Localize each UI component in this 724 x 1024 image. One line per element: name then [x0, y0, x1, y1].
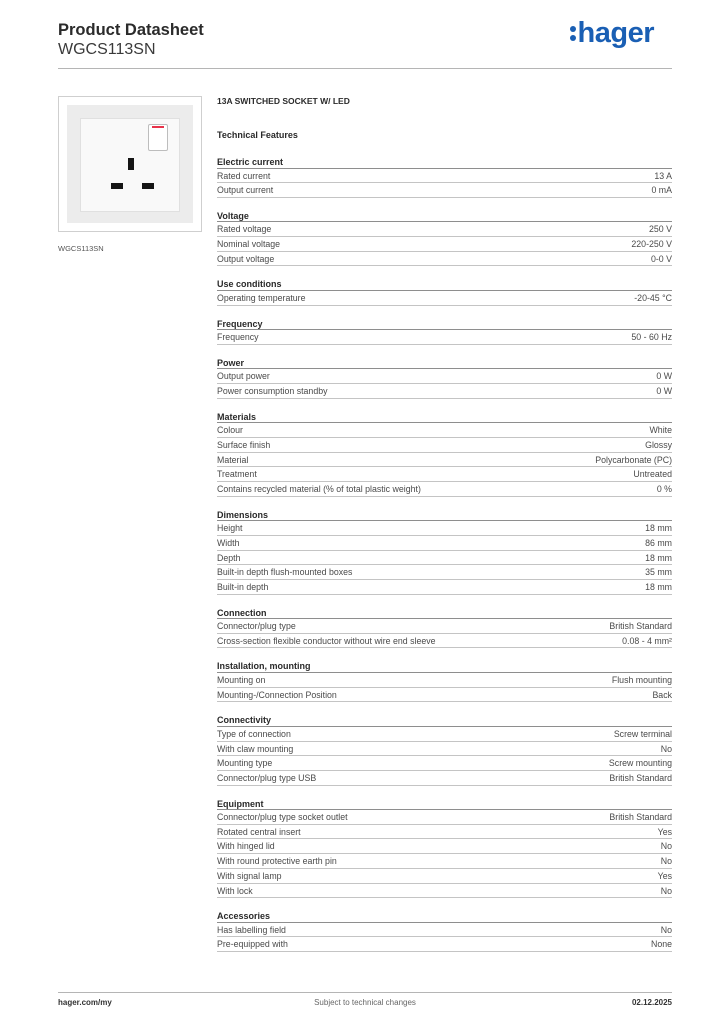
- spec-label: Connector/plug type socket outlet: [217, 812, 348, 823]
- spec-group: [217, 608, 672, 649]
- spec-row: [217, 169, 672, 184]
- spec-label: With claw mounting: [217, 743, 294, 754]
- page-header: [58, 17, 672, 70]
- spec-value: Flush mounting: [611, 674, 672, 685]
- spec-group-title: Dimensions: [217, 510, 672, 522]
- led-indicator: [152, 126, 164, 128]
- spec-label: Rated current: [217, 170, 271, 181]
- spec-row: [217, 384, 672, 399]
- header-divider: [58, 68, 672, 69]
- spec-row: [217, 183, 672, 198]
- spec-group-title: Equipment: [217, 799, 672, 811]
- spec-value: Screw mounting: [608, 758, 672, 769]
- spec-group: [217, 510, 672, 595]
- spec-label: Rotated central insert: [217, 826, 301, 837]
- spec-label: Treatment: [217, 469, 257, 480]
- spec-value: 13 A: [654, 170, 672, 181]
- spec-group: [217, 279, 672, 305]
- spec-row: [217, 756, 672, 771]
- spec-row: [217, 222, 672, 237]
- spec-value: No: [660, 841, 672, 852]
- spec-row: [217, 727, 672, 742]
- spec-value: No: [660, 743, 672, 754]
- spec-label: Rated voltage: [217, 224, 272, 235]
- rocker-switch: [148, 124, 168, 151]
- spec-value: -20-45 °C: [634, 292, 672, 303]
- spec-group-title: Materials: [217, 412, 672, 424]
- neutral-pin-slot: [142, 183, 154, 189]
- spec-value: British Standard: [609, 772, 672, 783]
- product-name: 13A SWITCHED SOCKET W/ LED: [217, 96, 350, 106]
- spec-row: [217, 742, 672, 757]
- spec-label: Mounting-/Connection Position: [217, 689, 337, 700]
- spec-group-title: Connection: [217, 608, 672, 620]
- footer-website: hager.com/my: [58, 998, 112, 1007]
- spec-label: Power consumption standby: [217, 386, 328, 396]
- logo-text: hager: [577, 17, 654, 49]
- spec-label: Output voltage: [217, 253, 275, 264]
- spec-row: [217, 467, 672, 482]
- spec-value: 0 W: [656, 371, 672, 382]
- spec-group: [217, 211, 672, 267]
- spec-row: [217, 521, 672, 536]
- spec-row: [217, 673, 672, 688]
- spec-value: British Standard: [609, 621, 672, 632]
- spec-value: Back: [652, 689, 672, 700]
- spec-value: 0-0 V: [650, 253, 672, 264]
- spec-label: With hinged lid: [217, 841, 275, 852]
- spec-label: Connector/plug type: [217, 621, 296, 632]
- spec-row: [217, 252, 672, 267]
- spec-value: No: [660, 924, 672, 935]
- spec-row: [217, 438, 672, 453]
- spec-value: Screw terminal: [613, 728, 672, 739]
- spec-group-title: Electric current: [217, 157, 672, 169]
- spec-value: None: [650, 939, 672, 950]
- footer-notice: Subject to technical changes: [314, 998, 416, 1007]
- footer-divider: [58, 992, 672, 993]
- spec-row: [217, 771, 672, 786]
- spec-label: Surface finish: [217, 439, 271, 450]
- spec-value: 250 V: [649, 224, 672, 235]
- spec-row: [217, 291, 672, 306]
- earth-pin-slot: [128, 158, 134, 170]
- spec-group: [217, 799, 672, 899]
- spec-groups: [217, 157, 672, 952]
- spec-value: 0 mA: [651, 185, 672, 196]
- spec-row: [217, 688, 672, 703]
- spec-label: Has labelling field: [217, 924, 286, 935]
- spec-row: [217, 884, 672, 899]
- spec-group-title: Use conditions: [217, 279, 672, 291]
- spec-label: Mounting type: [217, 758, 273, 769]
- technical-features-heading: Technical Features: [217, 130, 298, 140]
- socket-insert: [80, 118, 180, 212]
- spec-label: Height: [217, 523, 243, 534]
- spec-label: Type of connection: [217, 728, 291, 739]
- spec-label: Material: [217, 454, 249, 465]
- spec-row: [217, 482, 672, 497]
- spec-value: 220-250 V: [631, 239, 672, 250]
- spec-value: Yes: [657, 870, 672, 881]
- live-pin-slot: [111, 183, 123, 189]
- spec-label: Built-in depth flush-mounted boxes: [217, 567, 353, 578]
- spec-row: [217, 580, 672, 595]
- spec-row: [217, 619, 672, 634]
- spec-value: Polycarbonate (PC): [595, 454, 672, 465]
- spec-group: [217, 358, 672, 399]
- spec-row: [217, 810, 672, 825]
- spec-label: Cross-section flexible conductor without wire end sleeve: [217, 635, 436, 646]
- spec-label: With lock: [217, 885, 253, 896]
- spec-value: 18 mm: [645, 552, 672, 563]
- spec-row: [217, 330, 672, 345]
- document-subtitle: WGCS113SN: [58, 41, 156, 58]
- spec-label: Colour: [217, 425, 243, 436]
- product-image: [58, 96, 202, 232]
- spec-label: Depth: [217, 552, 241, 563]
- spec-group: [217, 412, 672, 497]
- spec-group-title: Voltage: [217, 211, 672, 223]
- spec-value: 35 mm: [645, 567, 672, 578]
- spec-label: Mounting on: [217, 674, 266, 685]
- spec-row: [217, 937, 672, 952]
- spec-group: [217, 911, 672, 952]
- spec-group-title: Installation, mounting: [217, 661, 672, 673]
- spec-row: [217, 854, 672, 869]
- spec-value: 0 W: [656, 386, 672, 396]
- spec-value: 50 - 60 Hz: [631, 332, 672, 343]
- spec-label: Connector/plug type USB: [217, 772, 317, 783]
- spec-row: [217, 237, 672, 252]
- spec-value: 86 mm: [645, 537, 672, 548]
- document-title: Product Datasheet: [58, 21, 204, 39]
- spec-label: With signal lamp: [217, 870, 282, 881]
- spec-row: [217, 423, 672, 438]
- spec-label: Contains recycled material (% of total plastic weight): [217, 483, 421, 494]
- spec-group: [217, 319, 672, 345]
- spec-value: 0.08 - 4 mm²: [622, 635, 672, 646]
- spec-row: [217, 369, 672, 384]
- spec-value: 18 mm: [645, 523, 672, 534]
- spec-row: [217, 825, 672, 840]
- spec-label: Output power: [217, 371, 270, 382]
- spec-value: 0 %: [656, 483, 672, 494]
- spec-value: Glossy: [645, 439, 672, 450]
- spec-group-title: Power: [217, 358, 672, 370]
- spec-row: [217, 839, 672, 854]
- spec-label: Width: [217, 537, 240, 548]
- spec-value: 18 mm: [645, 581, 672, 592]
- spec-group: [217, 661, 672, 702]
- spec-group-title: Accessories: [217, 911, 672, 923]
- spec-content: [217, 95, 672, 965]
- spec-label: Nominal voltage: [217, 239, 281, 250]
- spec-value: White: [649, 425, 672, 436]
- spec-label: Built-in depth: [217, 581, 269, 592]
- logo-colon-icon: [570, 22, 577, 42]
- spec-group-title: Frequency: [217, 319, 672, 331]
- spec-value: No: [660, 856, 672, 867]
- spec-row: [217, 536, 672, 551]
- spec-row: [217, 869, 672, 884]
- spec-row: [217, 551, 672, 566]
- spec-value: Yes: [657, 826, 672, 837]
- spec-row: [217, 565, 672, 580]
- spec-label: Output current: [217, 185, 274, 196]
- spec-group-title: Connectivity: [217, 715, 672, 727]
- spec-label: With round protective earth pin: [217, 856, 337, 867]
- spec-value: Untreated: [633, 469, 672, 480]
- spec-value: British Standard: [609, 812, 672, 823]
- spec-value: No: [660, 885, 672, 896]
- spec-label: Operating temperature: [217, 292, 306, 303]
- spec-row: [217, 923, 672, 938]
- spec-row: [217, 453, 672, 468]
- product-image-caption: WGCS113SN: [58, 244, 104, 253]
- spec-group: [217, 157, 672, 198]
- spec-group: [217, 715, 672, 785]
- socket-faceplate: [67, 105, 193, 223]
- page-footer: [58, 998, 672, 1010]
- footer-date: 02.12.2025: [631, 998, 672, 1007]
- spec-label: Frequency: [217, 332, 259, 343]
- spec-label: Pre-equipped with: [217, 939, 288, 950]
- hager-logo: [570, 16, 654, 50]
- spec-row: [217, 634, 672, 649]
